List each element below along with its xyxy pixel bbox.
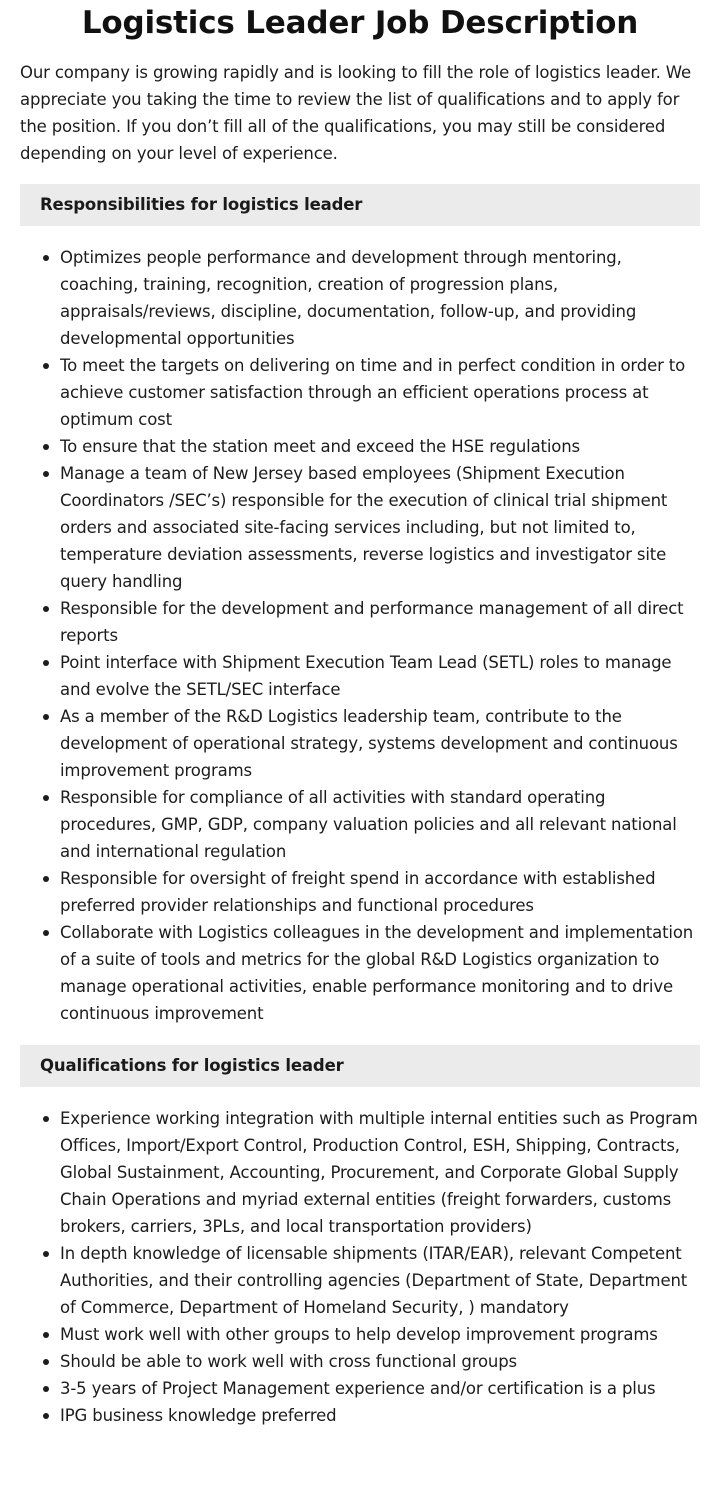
list-item: Manage a team of New Jersey based employees (Shipment Execution Coordinators /SEC’s) responsible for the execution of clinical trial shipment orders and associated site-facing services including, but not limited to, temperature deviation assessments, reverse logistics and investigator site query handling [60,460,700,595]
list-item: Optimizes people performance and development through mentoring, coaching, training, recognition, creation of progression plans, appraisals/reviews, discipline, documentation, follow-up, and providing developmental opportunities [60,244,700,352]
qualifications-list [20,1105,700,1429]
list-item: In depth knowledge of licensable shipments (ITAR/EAR), relevant Competent Authorities, and their controlling agencies (Department of State, Department of Commerce, Department of Homeland Security, ) mandatory [60,1240,700,1321]
list-item: As a member of the R&D Logistics leadership team, contribute to the development of operational strategy, systems development and continuous improvement programs [60,703,700,784]
list-item: Responsible for the development and performance management of all direct reports [60,595,700,649]
qualifications-heading: Qualifications for logistics leader [20,1045,700,1087]
responsibilities-list [20,244,700,1027]
list-item: Should be able to work well with cross functional groups [60,1348,700,1375]
list-item: IPG business knowledge preferred [60,1402,700,1429]
list-item: Responsible for compliance of all activities with standard operating procedures, GMP, GDP, company valuation policies and all relevant national and international regulation [60,784,700,865]
list-item: Collaborate with Logistics colleagues in the development and implementation of a suite of tools and metrics for the global R&D Logistics organization to manage operational activities, enable performance monitoring and to drive continuous improvement [60,919,700,1027]
list-item: Must work well with other groups to help develop improvement programs [60,1321,700,1348]
list-item: To meet the targets on delivering on time and in perfect condition in order to achieve customer satisfaction through an efficient operations process at optimum cost [60,352,700,433]
responsibilities-heading: Responsibilities for logistics leader [20,184,700,226]
list-item: Experience working integration with multiple internal entities such as Program Offices, Import/Export Control, Production Control, ESH, Shipping, Contracts, Global Sustainment, Accounting, Procurement, and Corporate Global Supply Chain Operations and myriad external entities (freight forwarders, customs brokers, carriers, 3PLs, and local transportation providers) [60,1105,700,1240]
page-title: Logistics Leader Job Description [81,5,639,41]
list-item: 3-5 years of Project Management experience and/or certification is a plus [60,1375,700,1402]
list-item: To ensure that the station meet and exceed the HSE regulations [60,433,700,460]
list-item: Responsible for oversight of freight spend in accordance with established preferred provider relationships and functional procedures [60,865,700,919]
intro-paragraph: Our company is growing rapidly and is looking to fill the role of logistics leader. We appreciate you taking the time to review the list of qualifications and to apply for the position. If you don’t fill all of the qualifications, you may still be considered depending on your level of experience. [20,63,691,163]
list-item: Point interface with Shipment Execution Team Lead (SETL) roles to manage and evolve the SETL/SEC interface [60,649,700,703]
